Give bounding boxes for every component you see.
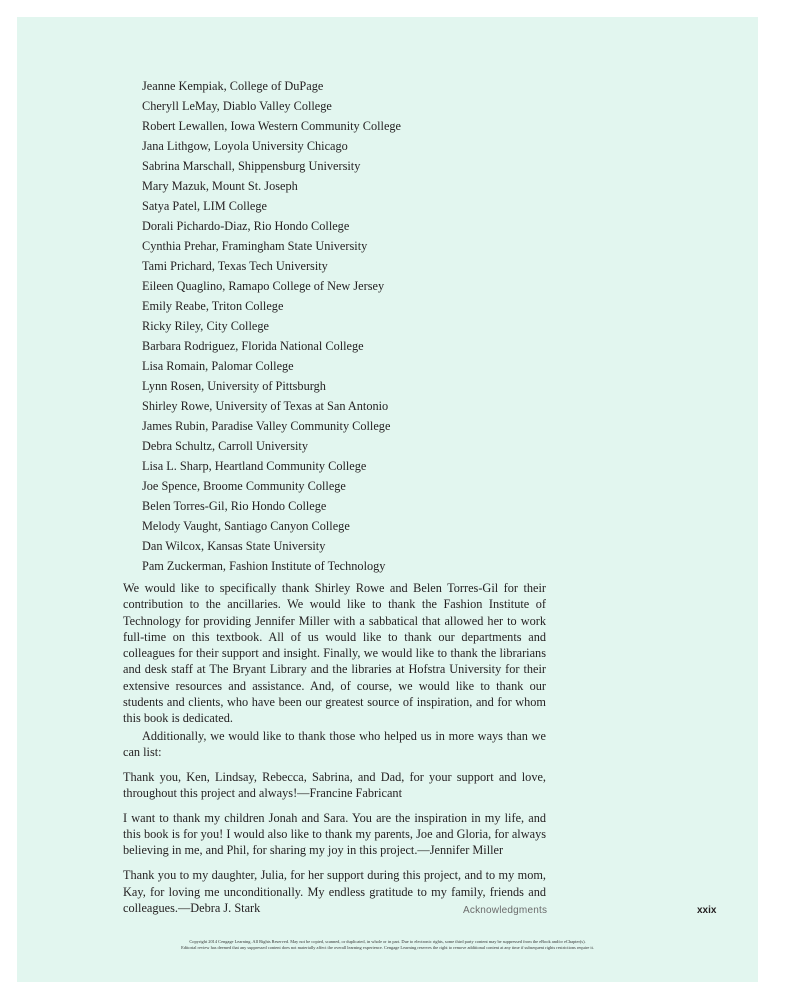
reviewer-item: Dan Wilcox, Kansas State University	[142, 539, 326, 553]
reviewer-item: Melody Vaught, Santiago Canyon College	[142, 519, 350, 533]
reviewer-item: Dorali Pichardo-Diaz, Rio Hondo College	[142, 219, 350, 233]
copyright-line: Editorial review has deemed that any suppressed content does not materially affect the overall learning experience. Cengage Learning reserves the right to remove additional content at any time if subsequent rights restrictions require it.	[181, 944, 594, 950]
reviewer-item: Belen Torres-Gil, Rio Hondo College	[142, 499, 327, 513]
reviewer-item: Tami Prichard, Texas Tech University	[142, 259, 328, 273]
thanks-main-paragraph: We would like to specifically thank Shirley Rowe and Belen Torres-Gil for their contribution to the ancillaries. We would like to thank the Fashion Institute of Technology for providing Jennifer Miller with a sabbatical that allowed her to work full-time on this textbook. All of us would like to thank our departments and colleagues for their support and insight. Finally, we would like to thank the librarians and desk staff at The Bryant Library and the libraries at Hofstra University for their extensive resources and assistance. And, of course, we would like to thank our students and clients, who have been our greatest source of inspiration, and for whom this book is dedicated.	[123, 581, 546, 726]
reviewer-item: Debra Schultz, Carroll University	[142, 439, 308, 453]
thanks-additional-paragraph: Additionally, we would like to thank those who helped us in more ways than we can list:	[123, 728, 546, 759]
reviewer-item: Emily Reabe, Triton College	[142, 299, 284, 313]
reviewer-item: Satya Patel, LIM College	[142, 199, 267, 213]
page-number: xxix	[697, 905, 717, 916]
reviewer-item: Cheryll LeMay, Diablo Valley College	[142, 99, 332, 113]
reviewer-item: Mary Mazuk, Mount St. Joseph	[142, 179, 298, 193]
running-foot: Acknowledgments	[463, 905, 548, 916]
reviewer-item: Jeanne Kempiak, College of DuPage	[142, 79, 324, 93]
reviewer-item: Lisa Romain, Palomar College	[142, 359, 294, 373]
reviewer-item: Shirley Rowe, University of Texas at San Antonio	[142, 399, 389, 413]
reviewer-item: Barbara Rodriguez, Florida National College	[142, 339, 364, 353]
reviewer-item: Joe Spence, Broome Community College	[142, 479, 346, 493]
reviewer-list	[142, 76, 401, 576]
thanks-stark-paragraph: Thank you to my daughter, Julia, for her support during this project, and to my mom, Kay, for loving me unconditionally. My endless gratitude to my family, friends and colleagues.—Debra J. Stark	[123, 868, 546, 915]
copyright-line: Copyright 2014 Cengage Learning. All Rights Reserved. May not be copied, scanned, or duplicated, in whole or in part. Due to electronic rights, some third party content may be suppressed from the eBook and/or eChapter(s).	[189, 939, 586, 944]
reviewer-item: Ricky Riley, City College	[142, 319, 269, 333]
reviewer-item: Jana Lithgow, Loyola University Chicago	[142, 139, 348, 153]
reviewer-item: Cynthia Prehar, Framingham State University	[142, 239, 368, 253]
thanks-fabricant-paragraph: Thank you, Ken, Lindsay, Rebecca, Sabrina, and Dad, for your support and love, throughout this project and always!—Francine Fabricant	[123, 769, 546, 801]
reviewer-item: Eileen Quaglino, Ramapo College of New Jersey	[142, 279, 385, 293]
reviewer-item: Pam Zuckerman, Fashion Institute of Technology	[142, 559, 386, 573]
thanks-miller-paragraph: I want to thank my children Jonah and Sara. You are the inspiration in my life, and this book is for you! I would also like to thank my parents, Joe and Gloria, for always believing in me, and Phil, for sharing my joy in this project.—Jennifer Miller	[123, 810, 546, 858]
reviewer-item: James Rubin, Paradise Valley Community College	[142, 419, 391, 433]
reviewer-item: Robert Lewallen, Iowa Western Community College	[142, 119, 402, 133]
acknowledgments-body	[123, 580, 546, 916]
reviewer-item: Lisa L. Sharp, Heartland Community College	[142, 459, 367, 473]
reviewer-item: Sabrina Marschall, Shippensburg University	[142, 159, 361, 173]
copyright-notice	[40, 939, 735, 951]
reviewer-item: Lynn Rosen, University of Pittsburgh	[142, 379, 326, 393]
